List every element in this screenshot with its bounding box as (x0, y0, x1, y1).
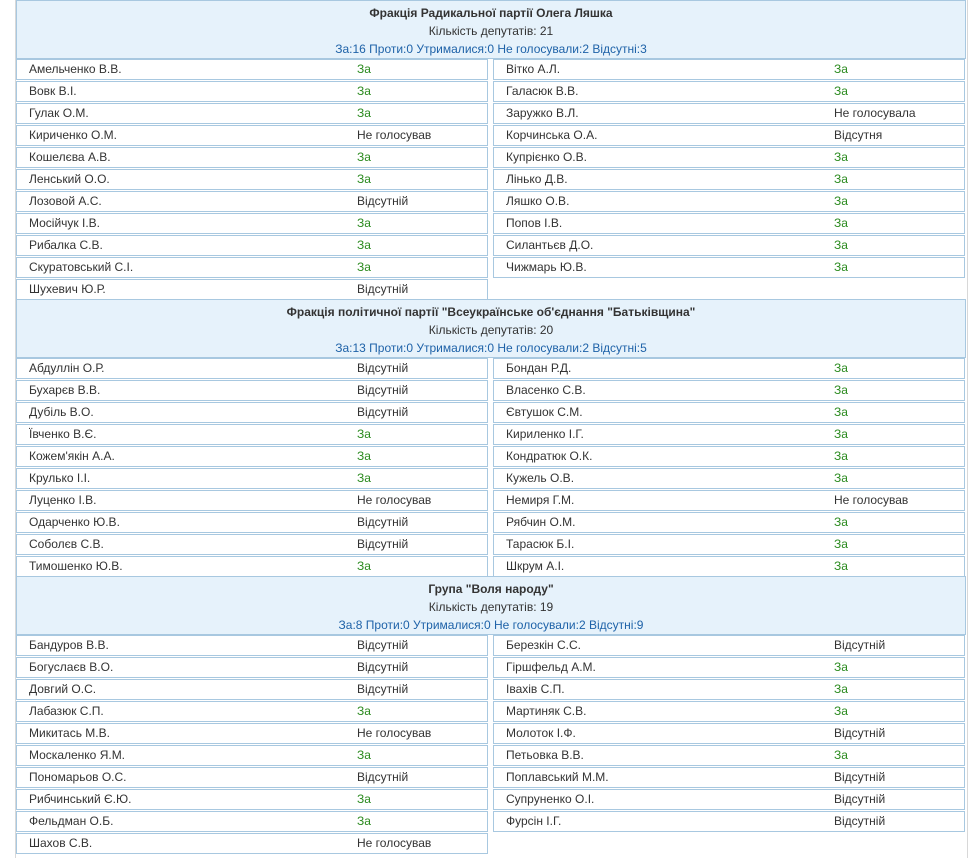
deputy-row (493, 59, 965, 80)
deputy-row (493, 490, 965, 511)
deputy-row (16, 635, 488, 656)
deputy-vote: За (357, 559, 371, 573)
deputy-vote: Відсутній (357, 383, 409, 397)
deputy-vote: Не голосував (357, 726, 432, 740)
deputy-name: Чижмарь Ю.В. (506, 260, 587, 274)
deputy-name: Бандуров В.В. (29, 638, 109, 652)
deputy-name: Шахов С.В. (29, 836, 93, 850)
deputy-vote: Відсутній (357, 660, 409, 674)
deputy-row (493, 512, 965, 533)
deputy-row (16, 257, 488, 278)
deputy-name: Богуслаєв В.О. (29, 660, 114, 674)
deputy-row (493, 257, 965, 278)
deputy-row (16, 358, 488, 379)
deputy-name: Мосійчук І.В. (29, 216, 101, 230)
deputy-row (16, 169, 488, 190)
deputy-name: Лабазюк С.П. (29, 704, 104, 718)
faction-header (16, 0, 966, 59)
deputy-vote: Відсутній (357, 282, 409, 296)
deputy-vote: За (834, 537, 848, 551)
deputy-name: Крулько І.І. (29, 471, 91, 485)
deputy-name: Дубіль В.О. (29, 405, 94, 419)
faction-deputy-count: Кількість депутатів: 20 (428, 323, 554, 337)
deputy-name: Молоток І.Ф. (506, 726, 576, 740)
deputy-name: Рибчинський Є.Ю. (29, 792, 132, 806)
deputy-row (16, 147, 488, 168)
deputy-name: Кожем'якін А.А. (29, 449, 115, 463)
deputy-row (493, 358, 965, 379)
deputy-name: Тарасюк Б.І. (506, 537, 575, 551)
deputy-vote: За (834, 383, 848, 397)
faction-deputy-count: Кількість депутатів: 21 (428, 24, 554, 38)
deputy-vote: Відсутній (357, 405, 409, 419)
deputy-name: Гулак О.М. (29, 106, 89, 120)
deputy-row (493, 745, 965, 766)
deputy-name: Березкін С.С. (506, 638, 582, 652)
deputy-row (16, 512, 488, 533)
deputy-vote: За (357, 427, 371, 441)
deputy-name: Лінько Д.В. (506, 172, 568, 186)
faction-header (16, 299, 966, 358)
deputy-row (493, 701, 965, 722)
deputy-vote: За (834, 515, 848, 529)
deputy-vote: Відсутній (357, 682, 409, 696)
deputy-row (16, 789, 488, 810)
deputy-row (493, 125, 965, 146)
deputy-name: Соболєв С.В. (29, 537, 104, 551)
deputy-name: Фурсін І.Г. (506, 814, 562, 828)
faction-deputy-count: Кількість депутатів: 19 (428, 600, 554, 614)
faction-header (16, 576, 966, 635)
deputy-vote: За (357, 792, 371, 806)
deputy-row (493, 147, 965, 168)
deputy-row (16, 213, 488, 234)
deputy-row (16, 723, 488, 744)
deputy-vote: За (357, 260, 371, 274)
deputy-row (16, 424, 488, 445)
deputy-name: Абдуллін О.Р. (29, 361, 105, 375)
deputy-name: Кондратюк О.К. (506, 449, 593, 463)
deputy-vote: Відсутня (834, 128, 883, 142)
deputy-name: Галасюк В.В. (506, 84, 579, 98)
deputy-vote: Відсутній (357, 361, 409, 375)
deputy-name: Ївченко В.Є. (29, 427, 97, 441)
deputy-row (493, 446, 965, 467)
deputy-vote: За (357, 84, 371, 98)
faction-name: Фракція політичної партії "Всеукраїнське об'єднання "Батьківщина" (286, 305, 696, 319)
deputy-row (493, 402, 965, 423)
deputy-row (16, 679, 488, 700)
deputy-vote: За (834, 172, 848, 186)
deputy-row (493, 468, 965, 489)
deputy-row (16, 534, 488, 555)
deputy-name: Власенко С.В. (506, 383, 586, 397)
deputy-name: Корчинська О.А. (506, 128, 598, 142)
deputy-vote: Не голосувала (834, 106, 916, 120)
deputy-vote: Відсутній (834, 726, 886, 740)
deputy-row (493, 723, 965, 744)
deputy-name: Лозовой А.С. (29, 194, 102, 208)
deputy-vote: Відсутній (834, 814, 886, 828)
faction-vote-stats: За:16 Проти:0 Утрималися:0 Не голосували:2 Відсутні:3 (335, 42, 647, 56)
deputy-vote: За (357, 216, 371, 230)
deputy-row (16, 701, 488, 722)
deputy-row (493, 213, 965, 234)
deputy-name: Вовк В.І. (29, 84, 77, 98)
deputy-vote: Не голосував (834, 493, 909, 507)
deputy-name: Шкрум А.І. (506, 559, 565, 573)
deputy-name: Силантьєв Д.О. (506, 238, 594, 252)
deputy-vote: Відсутній (357, 770, 409, 784)
deputy-row (493, 534, 965, 555)
deputy-name: Кужель О.В. (506, 471, 575, 485)
deputy-row (16, 380, 488, 401)
deputy-row (16, 446, 488, 467)
deputy-vote: За (834, 361, 848, 375)
deputy-row (16, 745, 488, 766)
deputy-row (493, 424, 965, 445)
deputy-row (16, 490, 488, 511)
deputy-vote: Відсутній (357, 638, 409, 652)
deputy-name: Поплавський М.М. (506, 770, 609, 784)
deputy-name: Луценко І.В. (29, 493, 97, 507)
deputy-name: Кириченко О.М. (29, 128, 118, 142)
deputy-vote: Відсутній (834, 770, 886, 784)
deputy-row (16, 556, 488, 577)
deputy-row (16, 767, 488, 788)
deputy-row (16, 468, 488, 489)
deputy-row (493, 81, 965, 102)
deputy-row (493, 235, 965, 256)
deputy-vote: За (834, 238, 848, 252)
deputy-row (493, 103, 965, 124)
deputy-vote: За (834, 682, 848, 696)
deputy-row (16, 279, 488, 300)
deputy-name: Петьовка В.В. (506, 748, 584, 762)
deputy-name: Немиря Г.М. (506, 493, 575, 507)
deputy-vote: Відсутній (834, 638, 886, 652)
deputy-row (16, 811, 488, 832)
deputy-name: Фельдман О.Б. (29, 814, 114, 828)
deputy-row (493, 380, 965, 401)
deputy-name: Бондан Р.Д. (506, 361, 572, 375)
deputy-vote: За (834, 84, 848, 98)
deputy-name: Бухарєв В.В. (29, 383, 101, 397)
deputy-name: Амельченко В.В. (29, 62, 122, 76)
deputy-row (16, 235, 488, 256)
deputy-vote: За (357, 449, 371, 463)
deputy-vote: Не голосував (357, 493, 432, 507)
deputy-vote: За (834, 748, 848, 762)
deputy-row (493, 767, 965, 788)
deputy-row (16, 103, 488, 124)
faction-name: Фракція Радикальної партії Олега Ляшка (369, 6, 613, 20)
deputy-vote: За (834, 216, 848, 230)
deputy-vote: За (834, 660, 848, 674)
deputy-vote: За (357, 106, 371, 120)
deputy-vote: За (834, 559, 848, 573)
deputy-row (16, 191, 488, 212)
deputy-name: Кошелєва А.В. (29, 150, 111, 164)
deputy-vote: За (834, 449, 848, 463)
deputy-vote: За (357, 150, 371, 164)
deputy-row (16, 81, 488, 102)
deputy-vote: За (834, 194, 848, 208)
deputy-name: Євтушок С.М. (506, 405, 583, 419)
deputy-name: Івахів С.П. (506, 682, 565, 696)
deputy-row (493, 635, 965, 656)
deputy-vote: За (834, 704, 848, 718)
deputy-name: Купрієнко О.В. (506, 150, 587, 164)
deputy-row (493, 657, 965, 678)
deputy-vote: За (834, 471, 848, 485)
deputy-vote: За (834, 427, 848, 441)
deputy-vote: За (357, 748, 371, 762)
deputy-row (493, 789, 965, 810)
deputy-row (16, 125, 488, 146)
deputy-name: Мартиняк С.В. (506, 704, 587, 718)
deputy-row (493, 556, 965, 577)
deputy-row (493, 679, 965, 700)
deputy-name: Попов І.В. (506, 216, 563, 230)
faction-name: Група "Воля народу" (428, 582, 554, 596)
deputy-name: Кириленко І.Г. (506, 427, 584, 441)
deputy-row (493, 191, 965, 212)
deputy-vote: За (357, 238, 371, 252)
deputy-name: Супруненко О.І. (506, 792, 595, 806)
deputy-vote: За (357, 814, 371, 828)
deputy-vote: Відсутній (357, 194, 409, 208)
deputy-name: Шухевич Ю.Р. (29, 282, 106, 296)
deputy-vote: За (834, 405, 848, 419)
deputy-vote: За (357, 62, 371, 76)
deputy-name: Рибалка С.В. (29, 238, 103, 252)
deputy-row (16, 657, 488, 678)
deputy-name: Одарченко Ю.В. (29, 515, 120, 529)
deputy-vote: За (834, 150, 848, 164)
deputy-name: Пономарьов О.С. (29, 770, 127, 784)
deputy-vote: За (357, 172, 371, 186)
deputy-row (16, 59, 488, 80)
faction-vote-stats: За:8 Проти:0 Утрималися:0 Не голосували:2 Відсутні:9 (338, 618, 644, 632)
deputy-vote: За (834, 260, 848, 274)
deputy-name: Москаленко Я.М. (29, 748, 126, 762)
deputy-name: Ленський О.О. (29, 172, 110, 186)
deputy-vote: Відсутній (357, 515, 409, 529)
deputy-name: Микитась М.В. (29, 726, 110, 740)
deputy-name: Довгий О.С. (29, 682, 97, 696)
deputy-name: Вітко А.Л. (506, 62, 561, 76)
deputy-vote: За (357, 704, 371, 718)
deputy-vote: Відсутній (357, 537, 409, 551)
deputy-name: Гіршфельд А.М. (506, 660, 596, 674)
deputy-vote: Відсутній (834, 792, 886, 806)
deputy-vote: За (834, 62, 848, 76)
deputy-vote: Не голосував (357, 836, 432, 850)
deputy-name: Ляшко О.В. (506, 194, 570, 208)
faction-vote-stats: За:13 Проти:0 Утрималися:0 Не голосували:2 Відсутні:5 (335, 341, 647, 355)
deputy-row (493, 811, 965, 832)
deputy-row (16, 402, 488, 423)
deputy-name: Рябчин О.М. (506, 515, 576, 529)
deputy-name: Скуратовський С.І. (29, 260, 134, 274)
deputy-vote: Не голосував (357, 128, 432, 142)
deputy-row (16, 833, 488, 854)
deputy-vote: За (357, 471, 371, 485)
deputy-name: Тимошенко Ю.В. (29, 559, 123, 573)
deputy-name: Заружко В.Л. (506, 106, 579, 120)
deputy-row (493, 169, 965, 190)
